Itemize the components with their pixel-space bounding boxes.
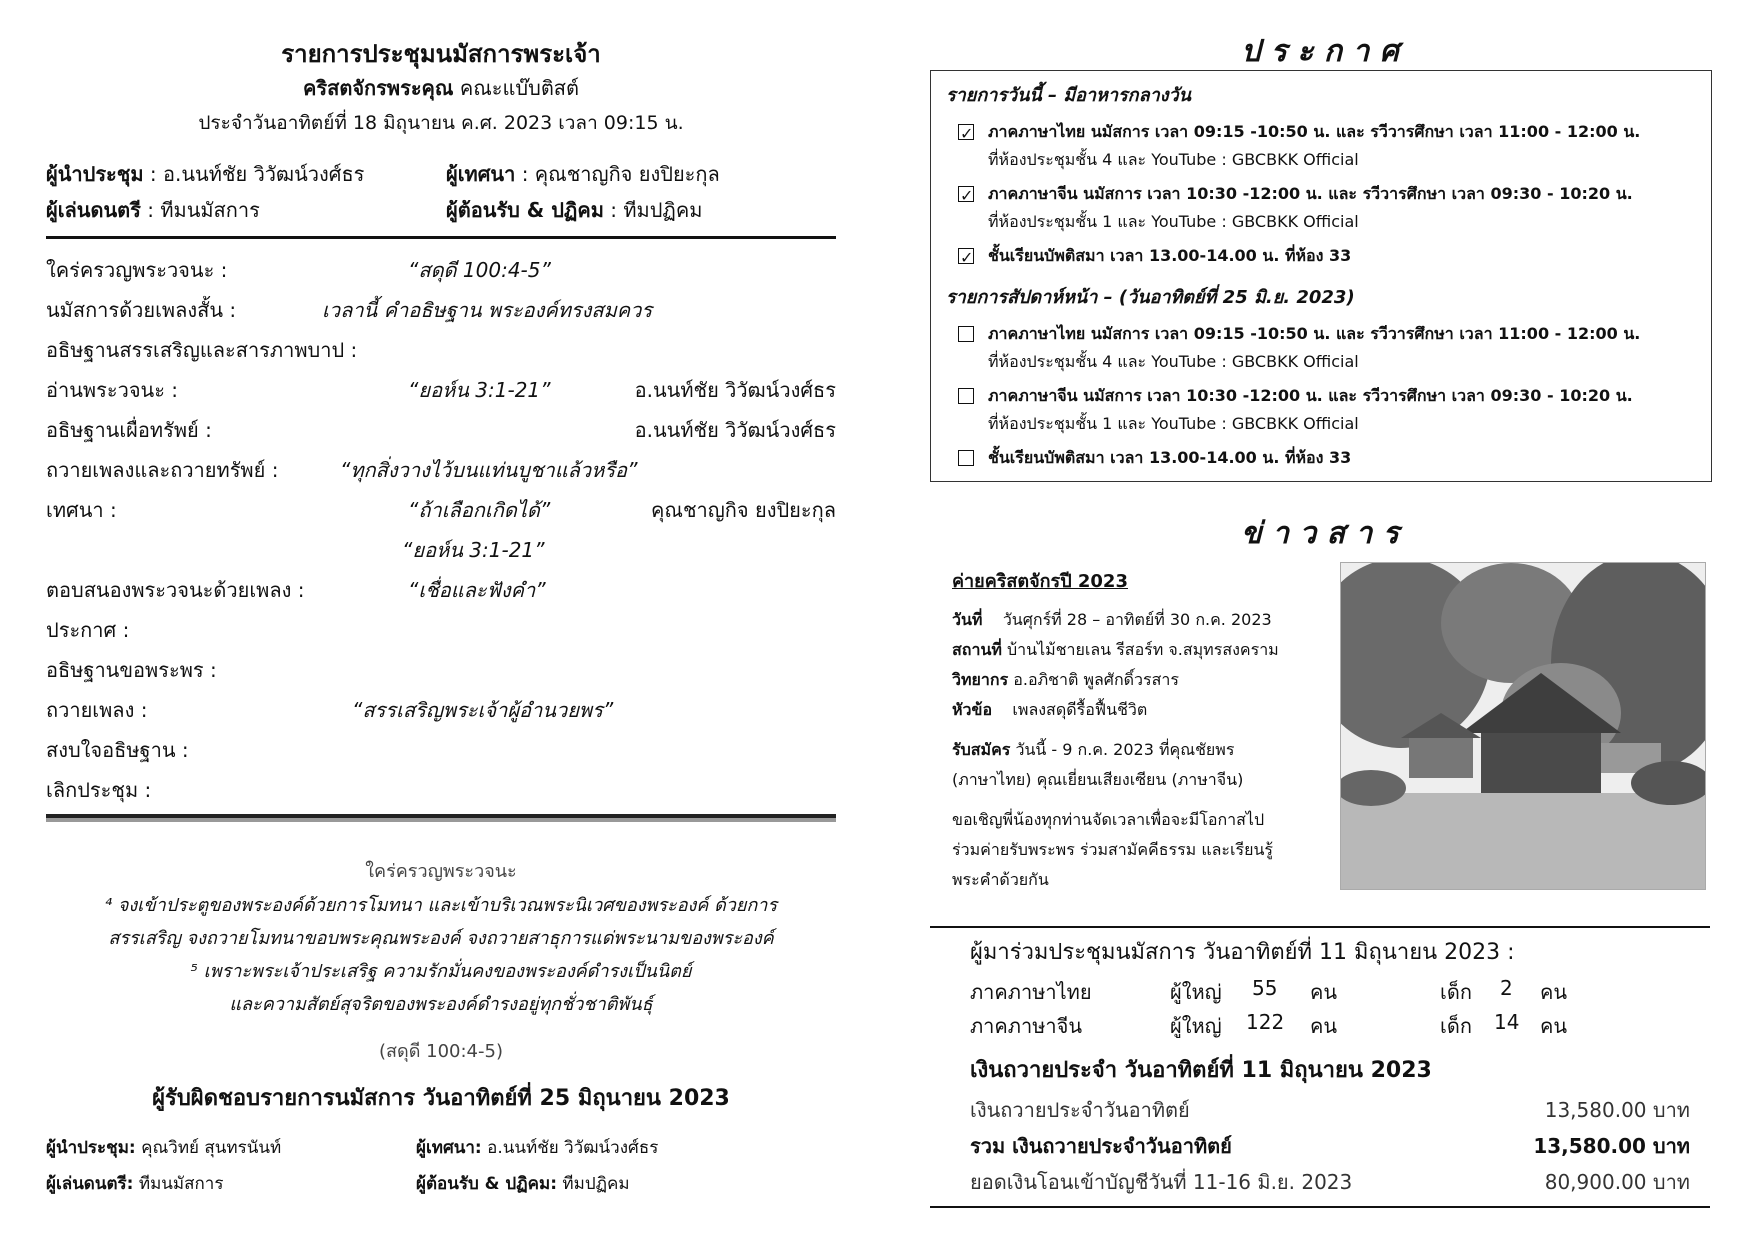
order-row [46,574,836,610]
next-week-heading: รายการสัปดาห์หน้า – (วันอาทิตย์ที่ 25 มิ.ย. 2023) [946,287,1355,308]
next-usher-value: ทีมปฏิคม [562,1174,630,1194]
camp-registration-contacts: (ภาษาไทย) คุณเยี่ยนเสียงเซียน (ภาษาจีน) [952,770,1244,789]
church-denomination: คณะแบ๊บติสต์ [459,76,579,100]
camp-place [952,638,1279,663]
checkbox-checked-icon [958,248,974,264]
today-item-line1: ชั้นเรียนบัพติสมา เวลา 13.00-14.00 น. ที่ห้อง 33 [988,246,1352,265]
checkbox-checked-icon [958,186,974,202]
divider [46,236,836,239]
next-music-line [46,1170,223,1197]
child-unit: คน [1540,980,1568,1004]
resort-photo [1340,562,1706,890]
camp-title: ค่ายคริสตจักรปี 2023 [952,571,1128,592]
verse-heading: ใคร่ครวญพระวจนะ [365,861,517,882]
order-detail: เวลานี้ คำอธิษฐาน พระองค์ทรงสมควร [322,298,653,322]
order-row [46,254,836,290]
order-label: เทศนา : [46,498,117,522]
order-detail: “ถ้าเลือกเกิดได้” [408,498,551,522]
divider-shade [46,818,836,822]
divider [930,926,1710,928]
order-row [46,774,836,810]
today-item [958,118,1718,174]
next-music-label: ผู้เล่นดนตรี: [46,1174,134,1194]
usher-line [446,194,702,226]
order-person: คุณชาญกิจ ยงปิยะกุล [651,498,836,522]
camp-registration [952,738,1234,763]
order-detail: “เชื่อและฟังคำ” [408,578,546,602]
today-heading: รายการวันนี้ – มีอาหารกลางวัน [946,85,1191,106]
today-item-line1: ภาคภาษาจีน นมัสการ เวลา 10:30 -12:00 น. และ รวีวารศึกษา เวลา 09:30 - 10:20 น. [988,184,1633,203]
order-label: อธิษฐานเผื่อทรัพย์ : [46,418,212,442]
order-label: อ่านพระวจนะ : [46,378,179,402]
leader-label: ผู้นำประชุม [46,162,144,186]
church-name-bold: คริสตจักรพระคุณ [303,76,454,100]
today-item [958,180,1718,236]
order-row [46,294,836,330]
adult-unit: คน [1310,1014,1338,1038]
camp-speaker [952,668,1179,693]
next-item-line2: ที่ห้องประชุมชั้น 1 และ YouTube : GBCBKK Official [988,414,1359,433]
child-count: 14 [1494,1010,1520,1034]
order-detail: “สรรเสริญพระเจ้าผู้อำนวยพร” [352,698,614,722]
leader-value: : อ.นนท์ชัย วิวัฒน์วงศ์ธร [143,162,365,186]
preacher-label: ผู้เทศนา [446,162,516,186]
camp-date [952,608,1272,633]
church-name [46,72,836,104]
attendance-row [970,1010,1690,1042]
next-item [958,444,1718,472]
camp-invite-line: ขอเชิญพี่น้องทุกท่านจัดเวลาเพื่อจะมีโอกาสไป [952,810,1265,829]
order-label: ใคร่ครวญพระวจนะ : [46,258,228,282]
child-label: เด็ก [1440,1014,1472,1038]
finance-label: เงินถวายประจำวันอาทิตย์ [970,1098,1190,1122]
service-date: ประจำวันอาทิตย์ที่ 18 มิถุนายน ค.ศ. 2023 เวลา 09:15 น. [198,112,684,134]
next-preacher-label: ผู้เทศนา: [416,1138,482,1158]
finance-value: 80,900.00 บาท [1544,1170,1690,1194]
music-label: ผู้เล่นดนตรี [46,198,141,222]
finance-row [970,1130,1690,1164]
next-item-line1: ชั้นเรียนบัพติสมา เวลา 13.00-14.00 น. ที่ห้อง 33 [988,448,1352,467]
attendance-row [970,976,1690,1008]
camp-invite-line: พระคำด้วยกัน [952,870,1049,889]
next-item-line1: ภาคภาษาจีน นมัสการ เวลา 10:30 -12:00 น. และ รวีวารศึกษา เวลา 09:30 - 10:20 น. [988,386,1633,405]
order-label: ถวายเพลง : [46,698,148,722]
next-music-value: ทีมนมัสการ [138,1174,224,1194]
checkbox-empty-icon [958,388,974,404]
order-row [46,734,836,770]
verse-line: ⁴ จงเข้าประตูของพระองค์ด้วยการโมทนา และเข้าบริเวณพระนิเวศของพระองค์ ด้วยการ [104,895,778,916]
camp-topic-label: หัวข้อ [952,700,993,719]
camp-topic-value: เพลงสดุดีรื้อฟื้นชีวิต [1012,700,1148,719]
camp-date-value: วันศุกร์ที่ 28 – อาทิตย์ที่ 30 ก.ค. 2023 [1002,610,1272,629]
order-row [46,614,836,650]
order-label: เลิกประชุม : [46,778,152,802]
next-item [958,382,1718,438]
child-unit: คน [1540,1014,1568,1038]
music-line [46,194,260,226]
camp-date-label: วันที่ [952,610,983,629]
order-detail: “ทุกสิ่งวางไว้บนแท่นบูชาแล้วหรือ” [340,458,638,482]
attendance-title: ผู้มาร่วมประชุมนมัสการ วันอาทิตย์ที่ 11 มิถุนายน 2023 : [970,940,1515,965]
today-item [958,242,1718,270]
order-label: นมัสการด้วยเพลงสั้น : [46,298,237,322]
order-person: อ.นนท์ชัย วิวัฒน์วงศ์ธร [634,418,836,442]
camp-place-label: สถานที่ [952,640,1002,659]
order-label: อธิษฐานสรรเสริญและสารภาพบาป : [46,338,358,362]
order-detail: “สดุดี 100:4-5” [408,258,551,282]
verse-line: สรรเสริญ จงถวายโมทนาขอบพระคุณพระองค์ จงถวายสาธุการแด่พระนามของพระองค์ [108,928,774,949]
attendance-group: ภาคภาษาไทย [970,980,1092,1004]
finance-row [970,1094,1690,1128]
camp-reg-label: รับสมัคร [952,740,1011,759]
child-label: เด็ก [1440,980,1472,1004]
child-count: 2 [1500,976,1513,1000]
verse-line: ⁵ เพราะพระเจ้าประเสริฐ ความรักมั่นคงของพระองค์ดำรงเป็นนิตย์ [190,961,692,982]
order-label: สงบใจอธิษฐาน : [46,738,189,762]
order-row [46,334,836,370]
camp-speaker-value: อ.อภิชาติ พูลศักดิ์วรสาร [1013,670,1179,689]
order-row [46,494,836,530]
camp-reg-value: วันนี้ - 9 ก.ค. 2023 ที่คุณชัยพร [1015,740,1235,759]
order-row [46,414,836,450]
next-leader-line [46,1134,281,1161]
leader-line [46,158,364,190]
news-title: ข่ า ว ส า ร [1241,516,1399,551]
next-leader-value: คุณวิทย์ สุนทรนันท์ [141,1138,282,1158]
attendance-group: ภาคภาษาจีน [970,1014,1083,1038]
order-person: อ.นนท์ชัย วิวัฒน์วงศ์ธร [634,378,836,402]
order-row [46,454,836,490]
next-item [958,320,1718,376]
checkbox-checked-icon [958,124,974,140]
camp-topic [952,698,1147,723]
order-label: ถวายเพลงและถวายทรัพย์ : [46,458,279,482]
verse-line: และความสัตย์สุจริตของพระองค์ดำรงอยู่ทุกชั่วชาติพันธุ์ [229,994,653,1015]
order-row [46,534,836,570]
order-row [46,654,836,690]
finance-value: 13,580.00 บาท [1533,1134,1690,1158]
next-item-line1: ภาคภาษาไทย นมัสการ เวลา 09:15 -10:50 น. และ รวีวารศึกษา เวลา 11:00 - 12:00 น. [988,324,1641,343]
adult-label: ผู้ใหญ่ [1170,1014,1222,1038]
order-label: ประกาศ : [46,618,130,642]
order-label: อธิษฐานขอพระพร : [46,658,217,682]
next-usher-line [416,1170,630,1197]
adult-unit: คน [1310,980,1338,1004]
order-row [46,374,836,410]
camp-place-value: บ้านไม้ชายเลน รีสอร์ท จ.สมุทรสงคราม [1007,640,1279,659]
order-detail: “ยอห์น 3:1-21” [408,378,551,402]
next-item-line2: ที่ห้องประชุมชั้น 4 และ YouTube : GBCBKK Official [988,352,1359,371]
finance-value: 13,580.00 บาท [1544,1098,1690,1122]
next-preacher-value: อ.นนท์ชัย วิวัฒน์วงศ์ธร [487,1138,659,1158]
today-item-line1: ภาคภาษาไทย นมัสการ เวลา 09:15 -10:50 น. และ รวีวารศึกษา เวลา 11:00 - 12:00 น. [988,122,1641,141]
checkbox-empty-icon [958,326,974,342]
finance-label: รวม เงินถวายประจำวันอาทิตย์ [970,1134,1232,1158]
camp-invite-line: ร่วมค่ายรับพระพร ร่วมสามัคคีธรรม และเรียนรู้ [952,840,1273,859]
next-usher-label: ผู้ต้อนรับ & ปฏิคม: [416,1174,557,1194]
usher-value: : ทีมปฏิคม [603,198,703,222]
next-preacher-line [416,1134,658,1161]
page-title: รายการประชุมนมัสการพระเจ้า [281,40,601,68]
adult-count: 122 [1246,1010,1285,1034]
finance-row [970,1166,1690,1200]
announcements-title: ป ร ะ ก า ศ [1241,34,1399,69]
preacher-value: : คุณชาญกิจ ยงปิยะกุล [515,162,720,186]
preacher-line [446,158,720,190]
order-row [46,694,836,730]
usher-label: ผู้ต้อนรับ & ปฏิคม [446,198,604,222]
checkbox-empty-icon [958,450,974,466]
order-detail: “ยอห์น 3:1-21” [402,538,545,562]
verse-reference: (สดุดี 100:4-5) [379,1041,503,1062]
resort-photo-image [1341,563,1705,889]
music-value: : ทีมนมัสการ [140,198,260,222]
order-label: ตอบสนองพระวจนะด้วยเพลง : [46,578,305,602]
finance-title: เงินถวายประจำ วันอาทิตย์ที่ 11 มิถุนายน 2023 [970,1058,1432,1083]
next-week-title: ผู้รับผิดชอบรายการนมัสการ วันอาทิตย์ที่ 25 มิถุนายน 2023 [152,1086,730,1111]
today-item-line2: ที่ห้องประชุมชั้น 4 และ YouTube : GBCBKK Official [988,150,1359,169]
today-item-line2: ที่ห้องประชุมชั้น 1 และ YouTube : GBCBKK Official [988,212,1359,231]
next-leader-label: ผู้นำประชุม: [46,1138,136,1158]
divider [930,1206,1710,1208]
adult-label: ผู้ใหญ่ [1170,980,1222,1004]
camp-speaker-label: วิทยากร [952,670,1009,689]
finance-label: ยอดเงินโอนเข้าบัญชีวันที่ 11-16 มิ.ย. 2023 [970,1170,1353,1194]
adult-count: 55 [1252,976,1278,1000]
